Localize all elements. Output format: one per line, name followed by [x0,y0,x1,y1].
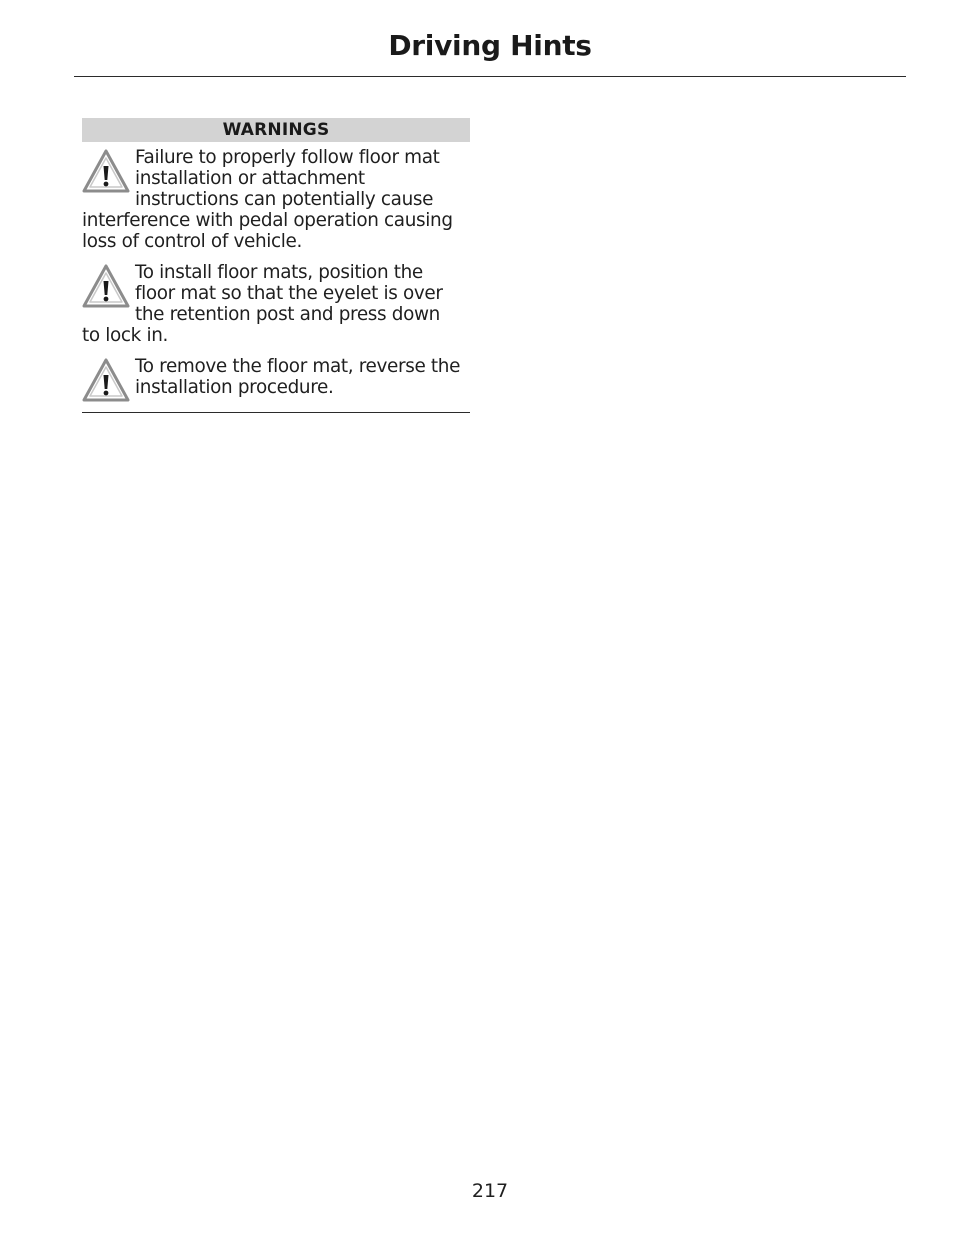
warning-item [82,262,470,346]
page-number: 217 [471,1180,509,1202]
warnings-box [82,118,470,413]
warnings-heading: WARNINGS [82,118,470,142]
warning-text-line: the retention post and press down [135,304,440,325]
warning-text-line: instructions can potentially cause [135,189,434,210]
warning-text-line: interference with pedal operation causing [82,210,453,231]
page-header [74,0,906,77]
warning-text-line: installation procedure. [135,377,334,398]
warning-triangle-icon [82,149,130,193]
warning-text-line: Failure to properly follow floor mat [135,147,440,168]
page-title: Driving Hints [388,29,592,62]
warning-text-line: floor mat so that the eyelet is over [135,283,443,304]
warning-text-line: to lock in. [82,325,169,346]
warning-text-line: To remove the floor mat, reverse the [135,356,461,377]
warning-item [82,147,470,252]
warning-text-line: installation or attachment [135,168,365,189]
warning-triangle-icon [82,358,130,402]
warning-triangle-icon [82,264,130,308]
warning-text-line: loss of control of vehicle. [82,231,303,252]
warning-text-line: To install floor mats, position the [135,262,423,283]
warning-item [82,356,470,402]
